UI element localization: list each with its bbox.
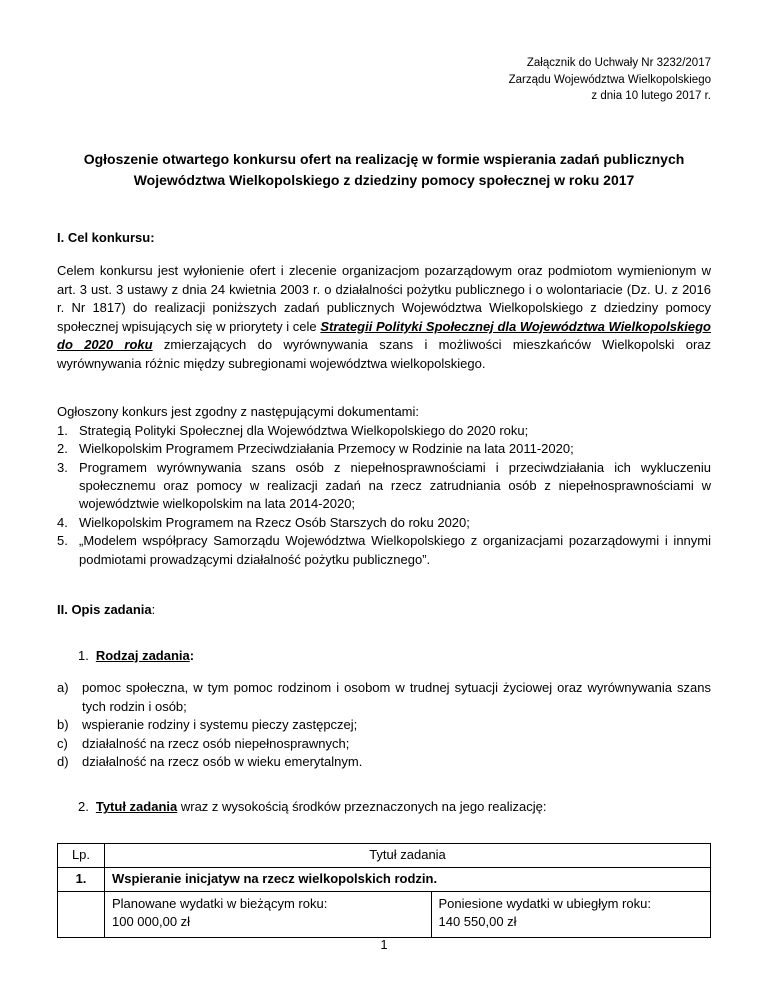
task-title-rest: wraz z wysokością środków przeznaczonych na jego realizację: (177, 799, 547, 815)
task-type-heading (57, 647, 711, 665)
list-item-letter: d) (57, 753, 69, 769)
task-title-label: Tytuł zadania (95, 799, 178, 815)
table-header-row (58, 843, 711, 867)
task-types-list (57, 679, 711, 771)
lp-column-header: Lp. (58, 843, 105, 867)
task-type-number: 1. (78, 647, 89, 663)
row-title-cell: Wspieranie inicjatyw na rzecz wielkopolskich rodzin. (105, 867, 711, 891)
document-title: Ogłoszenie otwartego konkursu ofert na realizację w formie wspierania zadań publicznych Województwa Wielkopolskiego z dziedziny pomocy społecznej w roku 2017 (83, 151, 685, 189)
document-list-item (57, 532, 711, 569)
section-2-heading-colon: : (151, 602, 156, 618)
list-item-text: pomoc społeczna, w tym pomoc rodzinom i osobom w trudnej sytuacji życiowej oraz wyrównywania szans tych rodzin i osób; (82, 680, 711, 714)
attachment-line: Zarządu Województwa Wielkopolskiego (508, 73, 711, 86)
empty-lp-cell (58, 891, 105, 938)
page-number: 1 (380, 936, 388, 952)
task-title-number: 2. (78, 799, 89, 815)
list-item-number: 1. (57, 422, 68, 438)
planned-expenses-label: Planowane wydatki w bieżącym roku: (112, 895, 328, 911)
task-title-heading (57, 798, 711, 816)
document-list-item (57, 422, 711, 440)
list-item-letter: c) (57, 735, 68, 751)
task-type-item (57, 753, 711, 771)
documents-intro: Ogłoszony konkurs jest zgodny z następującymi dokumentami: (57, 404, 420, 420)
row-number-cell: 1. (58, 867, 105, 891)
list-item-text: Wielkopolskim Programem na Rzecz Osób Starszych do roku 2020; (79, 514, 470, 530)
attachment-line: z dnia 10 lutego 2017 r. (591, 90, 711, 103)
section-2-heading (57, 601, 711, 619)
list-item-text: Wielkopolskim Programem Przeciwdziałania Przemocy w Rodzinie na lata 2011-2020; (79, 441, 574, 457)
list-item-letter: b) (57, 717, 69, 733)
list-item-number: 4. (57, 514, 68, 530)
title-column-header: Tytuł zadania (105, 843, 711, 867)
incurred-expenses-label: Poniesione wydatki w ubiegłym roku: (438, 895, 651, 911)
documents-list (57, 422, 711, 570)
list-item-number: 5. (57, 533, 68, 549)
section-2-heading-text: II. Opis zadania (57, 602, 152, 618)
document-list-item (57, 459, 711, 514)
task-type-label: Rodzaj zadania (95, 647, 190, 663)
document-list-item (57, 514, 711, 532)
task-type-item (57, 735, 711, 753)
planned-expenses-cell (105, 891, 432, 938)
list-item-text: wspieranie rodziny i systemu pieczy zastępczej; (82, 717, 358, 733)
task-type-colon: : (189, 647, 195, 663)
list-item-number: 2. (57, 441, 68, 457)
section-1-heading: I. Cel konkursu: (57, 230, 155, 246)
table-row (58, 891, 711, 938)
list-item-text: Programem wyrównywania szans osób z niepełnosprawnościami i przeciwdziałania ich wykluczeniu społecznemu oraz pomocy w realizacji zadań na rzecz zatrudniania osób z niepełnosprawnościami w województwie wielkopolskim na lata 2014-2020; (79, 459, 711, 512)
list-item-text: „Modelem współpracy Samorządu Województwa Wielkopolskiego z organizacjami pozarządowymi i innymi podmiotami prowadzącymi działalność pożytku publicznego”. (79, 533, 711, 567)
list-item-text: Strategią Polityki Społecznej dla Województwa Wielkopolskiego do 2020 roku; (79, 422, 529, 438)
attachment-line: Załącznik do Uchwały Nr 3232/2017 (526, 57, 711, 69)
list-item-text: działalność na rzecz osób w wieku emerytalnym. (82, 753, 363, 769)
list-item-number: 3. (57, 459, 68, 475)
incurred-expenses-value: 140 550,00 zł (438, 914, 517, 930)
task-type-item (57, 679, 711, 716)
task-type-item (57, 716, 711, 734)
planned-expenses-value: 100 000,00 zł (112, 914, 191, 930)
table-row (58, 867, 711, 891)
purpose-text-part2: zmierzających do wyrównywania szans i możliwości mieszkańców Wielkopolski oraz wyrównywania różnic między subregionami województwa wielkopolskiego. (57, 337, 711, 371)
document-list-item (57, 440, 711, 458)
incurred-expenses-cell (431, 891, 711, 938)
attachment-reference (57, 55, 711, 105)
strategy-reference: Strategii Polityki Społecznej dla Województwa Wielkopolskiego do 2020 roku (57, 318, 711, 353)
list-item-text: działalność na rzecz osób niepełnosprawnych; (82, 735, 350, 751)
purpose-paragraph (57, 262, 711, 373)
list-item-letter: a) (57, 680, 69, 696)
purpose-text-part1: Celem konkursu jest wyłonienie ofert i zlecenie organizacjom pozarządowym oraz podmiotom wymienionym w art. 3 ust. 3 ustawy z dnia 24 kwietnia 2003 r. o działalności pożytku publicznego i o wolontariacie (Dz. U. z 2016 r. Nr 1817) do realizacji poniższych zadań publicznych Województwa Wielkopolskiego z dziedziny pomocy społecznej wpisujących się w priorytety i cele (57, 263, 711, 334)
task-table (57, 843, 711, 938)
